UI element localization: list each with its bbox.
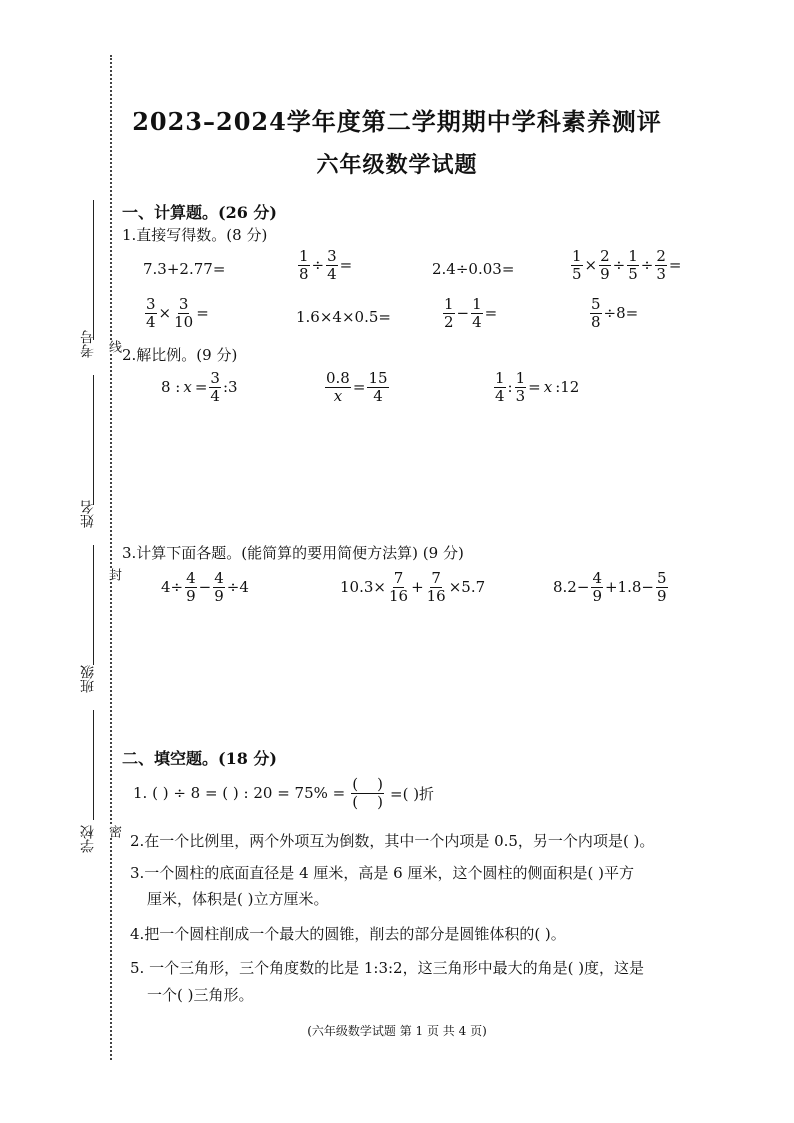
calc-1-5: $\frac{3}{4}$ × $\frac{3}{10}$ = (146, 295, 209, 331)
calc-1-7: $\frac{1}{2}$ − $\frac{1}{4}$ = (444, 295, 498, 331)
binding-marker-xian: 线 (106, 340, 121, 353)
simplify-1: 4÷ $\frac{4}{9}$ − $\frac{4}{9}$ ÷4 (161, 569, 249, 605)
calc-1-6-text: 1.6×4×0.5= (296, 308, 391, 326)
blank-fraction: $\frac{( )}{( )}$ (352, 775, 384, 811)
banji-label: 班级 (80, 665, 96, 693)
exam-title: 2023–2024学年度第二学期期中学科素养测评 (132, 107, 662, 136)
calc-1-3-text: 2.4÷0.03= (432, 260, 515, 278)
fill-q4: 4.把一个圆柱削成一个最大的圆锥，削去的部分是圆锥体积的( )。 (130, 925, 566, 943)
fill-q1 (133, 776, 434, 810)
binding-dotted-line (110, 55, 112, 1060)
q1-label: 1.直接写得数。(8 分) (122, 226, 268, 244)
calc-1-1-text: 7.3+2.77= (143, 260, 226, 278)
binding-marker-feng: 封 (106, 568, 121, 581)
calc-1-6 (296, 308, 391, 326)
binding-marker-mi: 密 (106, 825, 121, 838)
proportion-1: 8 : x = $\frac{3}{4}$ :3 (161, 369, 238, 405)
section2-heading: 二、填空题。(18 分) (122, 749, 277, 768)
fill-q2: 2.在一个比例里，两个外项互为倒数，其中一个内项是 0.5，另一个内项是( )。 (130, 832, 655, 850)
xuexiao-underline (93, 710, 94, 820)
exam-subtitle: 六年级数学试题 (316, 152, 478, 178)
kaohao-label: 考号 (80, 330, 96, 358)
calc-1-2: $\frac{1}{8}$ ÷ $\frac{3}{4}$ = (299, 247, 353, 283)
simplify-3: 8.2− $\frac{4}{9}$ +1.8− $\frac{5}{9}$ (553, 569, 667, 605)
simplify-2: 10.3× $\frac{7}{16}$ + $\frac{7}{16}$ ×5.7 (340, 569, 486, 605)
calc-1-3 (432, 260, 514, 278)
fraction: $\frac{3}{4}$ (327, 247, 337, 283)
xingming-underline (93, 375, 94, 505)
proportion-2: $\frac{0.8}{x}$ = $\frac{15}{4}$ (326, 369, 388, 405)
fill-q5-line1: 5. 一个三角形，三个角度数的比是 1:3:2，这三角形中最大的角是( )度，这是 (130, 959, 645, 977)
q3-label: 3.计算下面各题。(能简算的要用简便方法算) (9 分) (122, 544, 464, 562)
calc-1-4: $\frac{1}{5}$ × $\frac{2}{9}$ ÷ $\frac{1}{5}$ ÷ $\frac{2}{3}$ = (572, 247, 682, 283)
xuexiao-label: 学校 (80, 825, 96, 853)
fill-q3-line1: 3.一个圆柱的底面直径是 4 厘米，高是 6 厘米，这个圆柱的侧面积是( )平方 (130, 864, 634, 882)
fraction: $\frac{1}{8}$ (299, 247, 309, 283)
proportion-3: $\frac{1}{4}$ : $\frac{1}{3}$ = x :12 (495, 369, 580, 405)
fill-q1-text: 1. ( ) ÷ 8 = ( ) : 20 = 75% = (133, 784, 346, 802)
xingming-label: 姓名 (80, 500, 96, 528)
q2-label: 2.解比例。(9 分) (122, 346, 238, 364)
section1-heading: 一、计算题。(26 分) (122, 203, 277, 222)
kaohao-underline (93, 200, 94, 340)
fill-q1-tail: =( )折 (390, 784, 435, 803)
fill-q3-line2: 厘米，体积是( )立方厘米。 (147, 890, 329, 908)
page-footer: (六年级数学试题 第 1 页 共 4 页) (307, 1024, 487, 1038)
calc-1-1 (143, 260, 225, 278)
calc-1-8: $\frac{5}{8}$ ÷8= (591, 295, 639, 331)
banji-underline (93, 545, 94, 665)
fill-q5-line2: 一个( )三角形。 (147, 986, 254, 1004)
